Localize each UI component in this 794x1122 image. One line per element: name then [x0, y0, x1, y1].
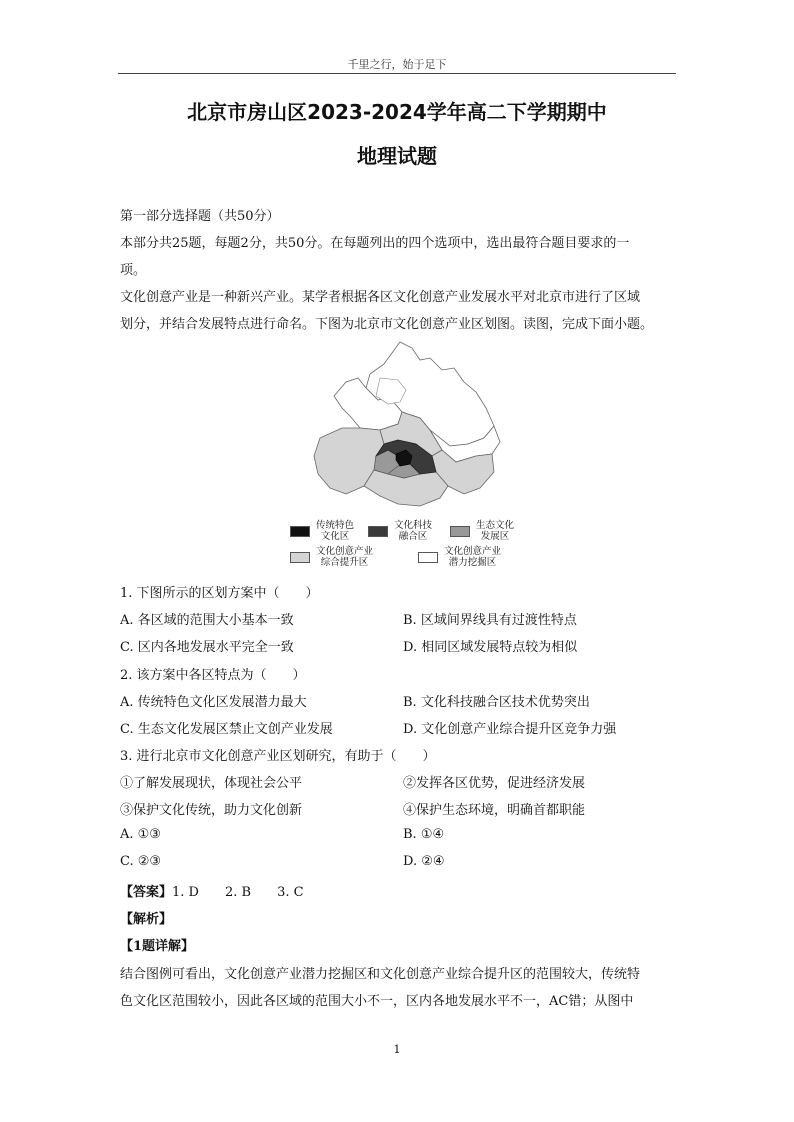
question-1-option-c: C. 区内各地发展水平完全一致 — [120, 640, 294, 655]
question-3-statement-1: ①了解发展现状，体现社会公平 — [120, 776, 303, 791]
analysis-sub1-label: 【1题详解】 — [120, 939, 195, 954]
legend-item-traditional — [290, 520, 354, 542]
question-3-option-a: A. ①③ — [120, 827, 161, 842]
legend-label-traditional-2: 文化区 — [320, 531, 350, 542]
question-2-option-a: A. 传统特色文化区发展潜力最大 — [120, 695, 307, 710]
header-divider — [118, 73, 676, 74]
answer-line — [120, 881, 304, 900]
legend-label-ecological-2: 发展区 — [480, 531, 510, 542]
legend-swatch-traditional — [290, 526, 310, 537]
legend-label-ecological-1: 生态文化 — [476, 520, 515, 531]
passage-line2: 划分，并结合发展特点进行命名。下图为北京市文化创意产业区划图。读图，完成下面小题。 — [120, 317, 654, 332]
legend-item-comprehensive — [290, 546, 373, 568]
legend-label-potential-1: 文化创意产业 — [444, 546, 502, 557]
document-subtitle: 地理试题 — [357, 144, 437, 168]
explanation-line1: 结合图例可看出，文化创意产业潜力挖掘区和文化创意产业综合提升区的范围较大，传统特 — [120, 967, 641, 982]
legend-label-tech-1: 文化科技 — [394, 520, 433, 531]
question-2-option-b: B. 文化科技融合区技术优势突出 — [403, 695, 590, 710]
question-3-statement-4: ④保护生态环境，明确首都职能 — [403, 803, 586, 818]
legend-label-potential-2: 潜力挖掘区 — [448, 557, 497, 568]
legend-label-traditional-1: 传统特色 — [316, 520, 355, 531]
legend-swatch-tech — [368, 526, 388, 537]
question-3-stem: 3. 进行北京市文化创意产业区划研究，有助于（ ） — [120, 749, 436, 764]
question-1-option-b: B. 区域间界线具有过渡性特点 — [403, 613, 577, 628]
question-2-option-c: C. 生态文化发展区禁止文创产业发展 — [120, 722, 333, 737]
legend-swatch-comprehensive — [290, 552, 310, 563]
question-1-option-a: A. 各区域的范围大小基本一致 — [120, 613, 294, 628]
question-2-option-d: D. 文化创意产业综合提升区竞争力强 — [403, 722, 617, 737]
explanation-line2: 色文化区范围较小，因此各区域的范围大小不一，区内各地发展水平不一，AC错；从图中 — [120, 994, 634, 1009]
legend-label-comprehensive-2: 综合提升区 — [320, 557, 369, 568]
question-1-stem: 1. 下图所示的区划方案中（ ） — [120, 586, 319, 601]
map-svg — [280, 338, 520, 518]
question-2-stem: 2. 该方案中各区特点为（ ） — [120, 668, 306, 683]
legend-swatch-potential — [418, 552, 438, 563]
question-3-option-b: B. ①④ — [403, 827, 445, 842]
document-title: 北京市房山区2023-2024学年高二下学期期中 — [187, 100, 607, 124]
answer-values: 1. D 2. B 3. C — [172, 885, 304, 900]
question-3-option-d: D. ②④ — [403, 854, 445, 869]
passage-line1: 文化创意产业是一种新兴产业。某学者根据各区文化创意产业发展水平对北京市进行了区域 — [120, 290, 641, 305]
question-1-option-d: D. 相同区域发展特点较为相似 — [403, 640, 578, 655]
section-heading: 第一部分选择题（共50分） — [120, 209, 280, 224]
beijing-zoning-map — [280, 338, 520, 578]
answer-label: 【答案】 — [120, 885, 173, 900]
section-intro-line2: 项。 — [120, 263, 147, 278]
question-3-option-c: C. ②③ — [120, 854, 162, 869]
legend-label-tech-2: 融合区 — [398, 531, 428, 542]
question-3-statement-3: ③保护文化传统，助力文化创新 — [120, 803, 303, 818]
legend-item-potential — [418, 546, 501, 568]
legend-label-comprehensive-1: 文化创意产业 — [316, 546, 374, 557]
section-intro-line1: 本部分共25题，每题2分，共50分。在每题列出的四个选项中，选出最符合题目要求的一 — [120, 236, 630, 251]
page-number: 1 — [393, 1043, 401, 1056]
legend-item-tech — [368, 520, 432, 542]
analysis-label: 【解析】 — [120, 912, 173, 927]
legend-swatch-ecological — [450, 526, 470, 537]
page-header-motto: 千里之行，始于足下 — [347, 58, 447, 71]
legend-item-ecological — [450, 520, 514, 542]
question-3-statement-2: ②发挥各区优势，促进经济发展 — [403, 776, 586, 791]
